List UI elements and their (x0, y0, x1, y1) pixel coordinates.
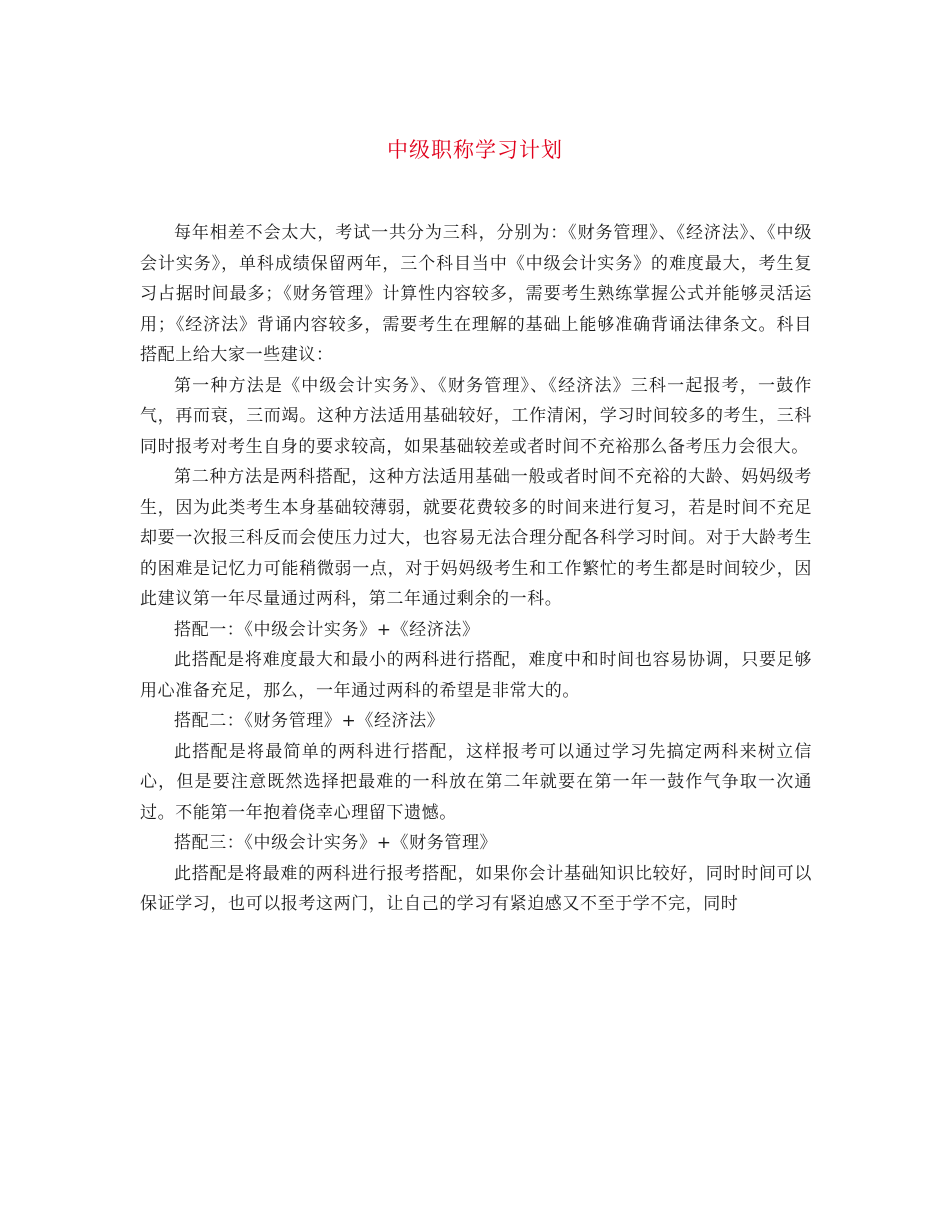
heading-combination-two: 搭配二：《财务管理》+《经济法》 (174, 711, 445, 731)
heading-combination-three: 搭配三：《中级会计实务》+《财务管理》 (174, 833, 498, 853)
heading-combination-one: 搭配一：《中级会计实务》+《经济法》 (174, 619, 480, 640)
paragraph-method-two: 第二种方法是两科搭配，这种方法适用基础一般或者时间不充裕的大龄、妈妈级考生，因为此类考生本身基础较薄弱，就要花费较多的时间来进行复习，若是时间不充足却要一次报三科反而会使压力过大，也容易无法合理分配各科学习时间。对于大龄考生的困难是记忆力可能稍微弱一点，对于妈妈级考生和工作繁忙的考生都是时间较少，因此建议第一年尽量通过两科，第二年通过剩余的一科。 (140, 467, 812, 609)
document-title: 中级职称学习计划 (387, 138, 563, 162)
paragraph-intro: 每年相差不会太大，考试一共分为三科，分别为：《财务管理》、《经济法》、《中级会计实务》，单科成绩保留两年，三个科目当中《中级会计实务》的难度最大，考生复习占据时间最多；《财务管理》计算性内容较多，需要考生熟练掌握公式并能够灵活运用；《经济法》背诵内容较多，需要考生在理解的基础上能够准确背诵法律条文。科目搭配上给大家一些建议： (140, 223, 812, 365)
paragraph-combination-two: 此搭配是将最简单的两科进行搭配，这样报考可以通过学习先搞定两科来树立信心，但是要注意既然选择把最难的一科放在第二年就要在第一年一鼓作气争取一次通过。不能第一年抱着侥幸心理留下遗憾。 (140, 741, 812, 823)
paragraph-combination-one: 此搭配是将难度最大和最小的两科进行搭配，难度中和时间也容易协调，只要足够用心准备充足，那么，一年通过两科的希望是非常大的。 (140, 650, 812, 701)
paragraph-method-one: 第一种方法是《中级会计实务》、《财务管理》、《经济法》三科一起报考，一鼓作气，再而衰，三而竭。这种方法适用基础较好，工作清闲，学习时间较多的考生，三科同时报考对考生自身的要求较高，如果基础较差或者时间不充裕那么备考压力会很大。 (140, 375, 812, 457)
document-body (140, 218, 812, 920)
paragraph-combination-three: 此搭配是将最难的两科进行报考搭配，如果你会计基础知识比较好，同时时间可以保证学习，也可以报考这两门，让自己的学习有紧迫感又不至于学不完，同时 (140, 863, 812, 914)
